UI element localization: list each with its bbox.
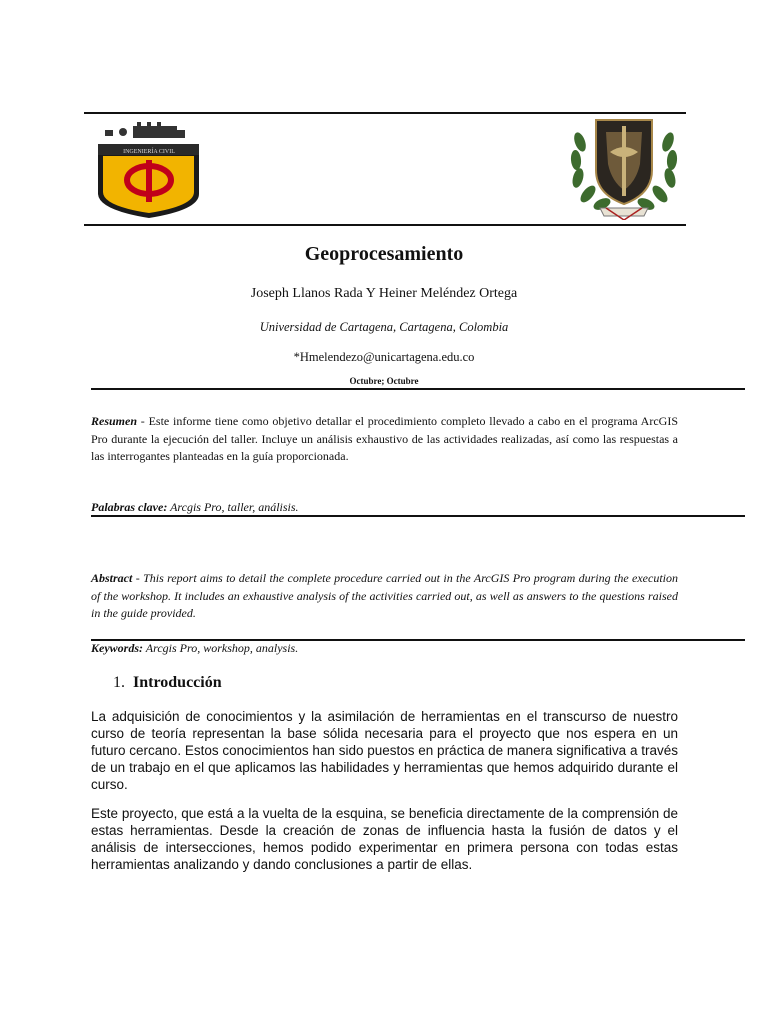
engineering-faculty-shield-logo [95, 122, 205, 220]
title-rule [91, 388, 745, 390]
intro-paragraph-2: Este proyecto, que está a la vuelta de la esquina, se beneficia directamente de la comprensión de estas herramientas. Desde la creación de zonas de influencia hasta la fusión de datos y el análisis de intersecciones, hemos podido experimentar en primera persona con todas estas herramientas analizando y dando conclusiones a partir de ellas. [91, 806, 678, 872]
abstract-label: Abstract [91, 571, 133, 585]
authors: Joseph Llanos Rada Y Heiner Meléndez Ortega [250, 286, 518, 301]
author-email: *Hmelendezo@unicartagena.edu.co [293, 350, 475, 364]
resumen-text: - Este informe tiene como objetivo detallar el procedimiento completo llevado a cabo en el programa ArcGIS Pro durante la ejecución del taller. Incluye un análisis exhaustivo de las actividades realizadas, así como las respuestas a las interrogantes planteadas en la guía proporcionada. [91, 414, 678, 463]
section-heading-introduccion [113, 674, 222, 692]
affiliation: Universidad de Cartagena, Cartagena, Colombia [259, 320, 509, 334]
section-number: 1. [113, 674, 125, 691]
resumen-paragraph [91, 413, 678, 466]
section-title: Introducción [133, 674, 222, 691]
university-coat-of-arms [566, 112, 682, 220]
intro-paragraph-1: La adquisición de conocimientos y la asimilación de herramientas en el transcurso de nuestro curso de teoría representan la base sólida necesaria para el proyecto que nos espera en un futuro cercano. Estos conocimientos han sido puestos en práctica de manera significativa a través de un trabajo en el que aplicamos las habilidades y herramientas que hemos adquirido durante el curso. [91, 709, 678, 792]
palabras-clave-label: Palabras clave: [91, 500, 168, 514]
palabras-clave-text: Arcgis Pro, taller, análisis. [167, 500, 299, 514]
resumen-label: Resumen [91, 414, 138, 428]
left-logo-text: INGENIERÍA CIVIL [123, 149, 175, 155]
palabras-clave-rule [91, 515, 745, 517]
keywords-line [91, 640, 678, 658]
keywords-label: Keywords: [91, 641, 143, 655]
header-bottom-rule [84, 224, 686, 226]
document-date: Octubre; Octubre [349, 376, 419, 386]
palabras-clave-line [91, 499, 678, 517]
abstract-paragraph [91, 570, 678, 623]
keywords-text: Arcgis Pro, workshop, analysis. [143, 641, 299, 655]
document-title: Geoprocesamiento [304, 243, 464, 265]
abstract-text: - This report aims to detail the complete procedure carried out in the ArcGIS Pro program during the execution of the workshop. It includes an exhaustive analysis of the activities carried out, as well as answers to the questions raised in the guide provided. [91, 571, 678, 620]
